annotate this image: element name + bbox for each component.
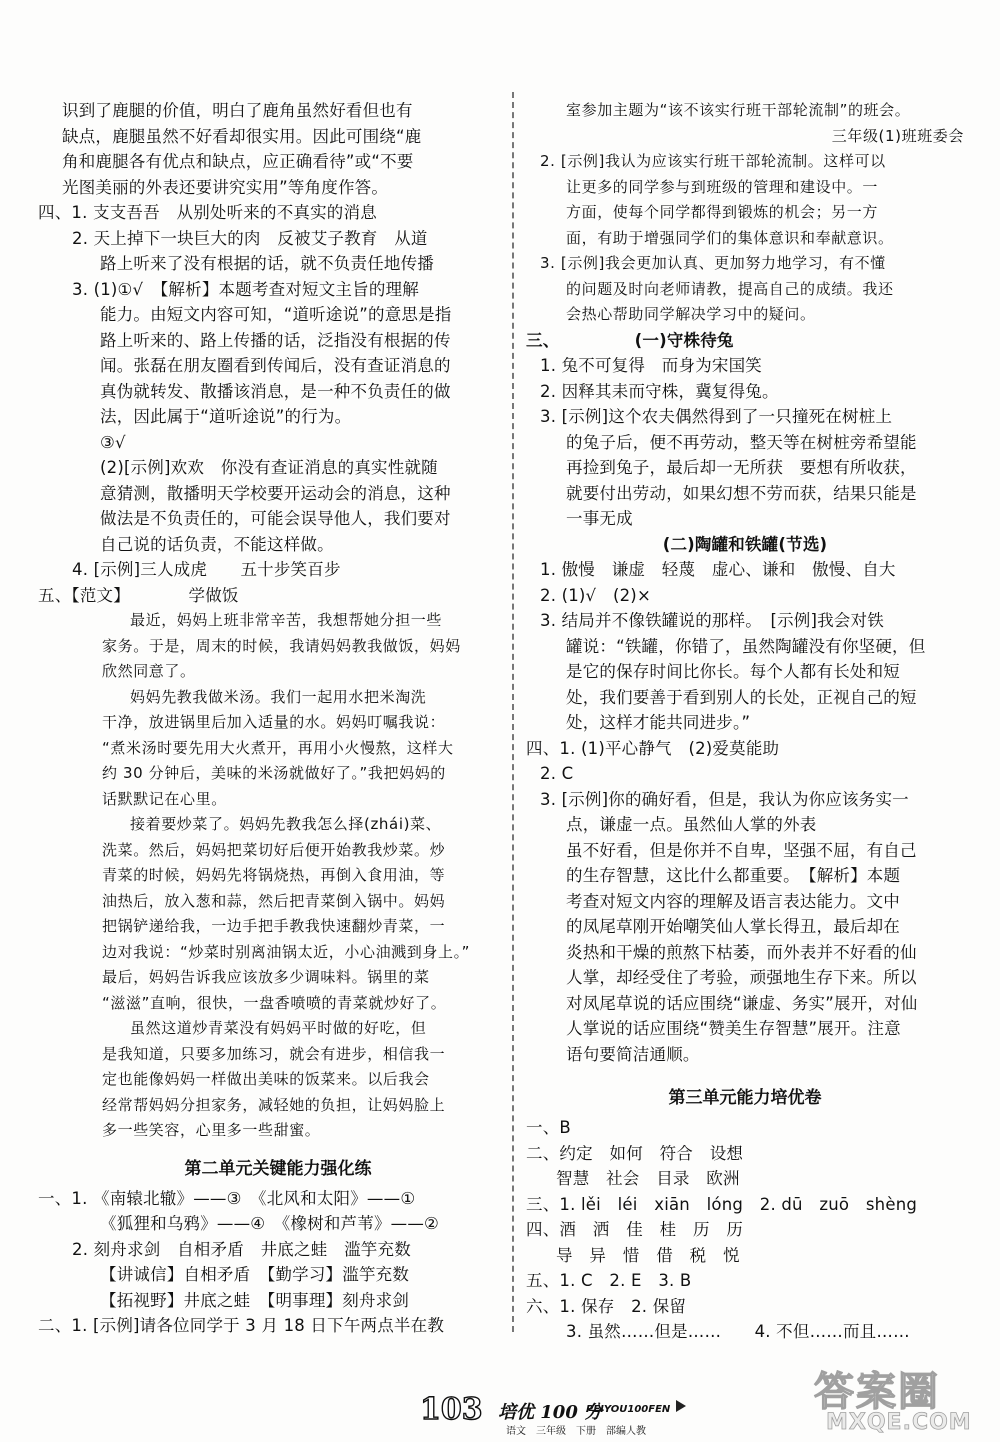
watermark-url: MXQE.COM — [826, 1410, 972, 1435]
text-line: (2)[示例]欢欢 你没有查证消息的真实性就随 — [100, 458, 438, 477]
text-line: 方面，使每个同学都得到锻炼的机会；另一方 — [566, 203, 879, 221]
essay-line: 欣然同意了。 — [102, 662, 196, 680]
text-line: 考查对短文内容的理解及语言表达能力。文中 — [566, 891, 900, 911]
text-line: 罐说：“铁罐，你错了，虽然陶罐没有你坚硬，但 — [566, 636, 926, 656]
text-line: 智慧 社会 目录 欧洲 — [556, 1169, 740, 1188]
arrow-icon — [676, 1400, 686, 1412]
essay-line: 多一些笑容，心里多一些甜蜜。 — [102, 1121, 321, 1139]
text-line: 语句要简洁通顺。 — [566, 1044, 700, 1064]
essay-line: “滋滋”直响，很快，一盘香喷喷的青菜就炒好了。 — [102, 993, 447, 1012]
text-line: 2. [示例]我认为应该实行班干部轮流制。这样可以 — [540, 152, 886, 170]
text-line: 光图美丽的外表还要讲究实用”等角度作答。 — [62, 177, 389, 197]
watermark — [806, 1360, 976, 1438]
unit3-title: 第三单元能力培优卷 — [668, 1088, 822, 1108]
essay-line: 洗菜。然后，妈妈把菜切好后便开始教我炒菜。炒 — [102, 840, 446, 859]
text-line: 路上听来了没有根据的话，就不负责任地传播 — [100, 254, 434, 273]
text-line: 【讲诚信】自相矛盾 【勤学习】滥竽充数 — [100, 1265, 410, 1284]
watermark-logo: 答案圈 — [814, 1369, 940, 1415]
section-line: 三、 (一)守株待兔 — [526, 330, 734, 350]
section-line: 四、1. (1)平心静气 (2)爱莫能助 — [526, 738, 780, 758]
text-line: 3. 虽然……但是…… 4. 不但……而且…… — [566, 1322, 910, 1341]
essay-line: 最近，妈妈上班非常辛苦，我想帮她分担一些 — [130, 611, 443, 629]
section-line: 三、1. lěi léi xiān lóng 2. dū zuō shèng — [526, 1194, 918, 1214]
text-line: 虽不好看，但是你并不自卑，坚强不屈，有自己 — [566, 840, 917, 860]
text-line: 3. [示例]我会更加认真、更加努力地学习，有不懂 — [540, 254, 886, 272]
essay-line: 接着要炒菜了。妈妈先教我怎么择(zhái)菜、 — [130, 815, 442, 833]
text-line: 3. 结局并不像铁罐说的那样。 [示例]我会对铁 — [540, 611, 884, 630]
text-line: 路上听来的、路上传播的话，泛指没有根据的传 — [100, 330, 451, 350]
section-line: 二、1. [示例]请各位同学于 3 月 18 日下午两点半在教 — [38, 1316, 445, 1335]
essay-line: 最后，妈妈告诉我应该放多少调味料。锅里的菜 — [102, 968, 430, 986]
essay-line: 边对我说：“炒菜时别离油锅太近，小心油溅到身上。” — [102, 942, 471, 961]
section-line: 四、酒 洒 佳 桂 历 历 — [526, 1220, 744, 1239]
text-line: 处，我们要善于看到别人的长处，正视自己的短 — [566, 687, 917, 707]
text-line: 就要付出劳动，如果幻想不劳而获，结果只能是 — [566, 483, 917, 503]
text-line: 的凤尾草刚开始嘲笑仙人掌长得丑，最后却在 — [566, 917, 900, 936]
text-line: 闻。张磊在朋友圈看到传闻后，没有查证消息的 — [100, 356, 451, 375]
essay-line: 经常帮妈妈分担家务，减轻她的负担，让妈妈脸上 — [102, 1095, 446, 1114]
page-footer — [420, 1392, 840, 1437]
text-line: 【拓视野】井底之蛙 【明事理】刻舟求剑 — [100, 1290, 410, 1310]
text-line: 导 异 惜 借 税 悦 — [556, 1245, 740, 1265]
text-line: 2. 天上掉下一块巨大的肉 反被艾子教育 从道 — [72, 228, 428, 248]
text-line: 让更多的同学参与到班级的管理和建设中。一 — [566, 177, 879, 196]
text-line: 自己说的话负责，不能这样做。 — [100, 534, 334, 554]
section-line: 六、1. 保存 2. 保留 — [526, 1296, 687, 1316]
text-line: 的生存智慧，这比什么都重要。 【解析】本题 — [566, 866, 901, 885]
text-line: 角和鹿腿各有优点和缺点，应正确看待”或“不要 — [62, 152, 414, 171]
text-line: 再捡到兔子，最后却一无所获 要想有所收获， — [566, 458, 917, 477]
text-line: 是它的保存时间比你长。每个人都有长处和短 — [566, 662, 900, 681]
text-line: 对凤尾草说的话应围绕“谦虚、务实”展开，对仙 — [566, 993, 918, 1013]
essay-line: 干净，放进锅里后加入适量的水。妈妈叮嘱我说： — [102, 713, 446, 731]
section-line: 五、1. C 2. E 3. B — [526, 1271, 692, 1290]
text-line: 3. [示例]你的确好看，但是，我认为你应该务实一 — [540, 789, 909, 809]
essay-line: 约 30 分钟后，美味的米汤就做好了。”我把妈妈的 — [102, 764, 446, 782]
text-line: 3. [示例]这个农夫偶然得到了一只撞死在树桩上 — [540, 407, 893, 426]
text-line: 一事无成 — [566, 509, 633, 528]
essay-line: 定也能像妈妈一样做出美味的饭菜来。以后我会 — [102, 1070, 430, 1088]
book-info: 语文 三年级 下册 部编人教 — [506, 1426, 646, 1437]
essay-line: 是我知道，只要多加练习，就会有进步，相信我一 — [102, 1044, 446, 1063]
text-line: 点，谦虚一点。虽然仙人掌的外表 — [566, 815, 817, 834]
text-line: 的问题及时向老师请教，提高自己的成绩。我还 — [566, 279, 894, 298]
text-line: 炎热和干燥的煎熬下枯萎，而外表并不好看的仙 — [566, 942, 917, 962]
text-line: 室参加主题为“该不该实行班干部轮流制”的班会。 — [566, 101, 911, 119]
section-line: 一、1. 《南辕北辙》——③ 《北风和太阳》——① — [38, 1188, 416, 1208]
brand-logo: 培优 100 分 — [498, 1402, 603, 1423]
text-line: 1. 兔不可复得 而身为宋国笑 — [540, 356, 762, 375]
text-line: 能力。由短文内容可知，“道听途说”的意思是指 — [100, 305, 452, 324]
essay-line: 青菜的时候，妈妈先将锅烧热，再倒入食用油，等 — [102, 866, 446, 884]
subsection-title: (二)陶罐和铁罐(节选) — [662, 534, 828, 554]
text-line: 的兔子后，便不再劳动，整天等在树桩旁希望能 — [566, 432, 917, 452]
essay-line: 把锅铲递给我，一边手把手教我快速翻炒青菜，一 — [102, 917, 446, 935]
text-line: 缺点，鹿腿虽然不好看却很实用。因此可围绕“鹿 — [62, 126, 422, 146]
essay-line: 油热后，放入葱和蒜，然后把青菜倒入锅中。妈妈 — [102, 891, 446, 910]
text-line: 意猜测，散播明天学校要开运动会的消息，这种 — [100, 483, 451, 503]
essay-line: 家务。于是，周末的时候，我请妈妈教我做饭，妈妈 — [102, 636, 461, 655]
text-line: 会热心帮助同学解决学习中的疑问。 — [566, 305, 816, 323]
column-divider — [512, 92, 514, 1332]
text-line: 4. [示例]三人成虎 五十步笑百步 — [72, 560, 341, 579]
page-number: 103 — [420, 1392, 483, 1427]
section-line: 四、1. 支支吾吾 从别处听来的不真实的消息 — [38, 203, 377, 222]
text-line: 面，有助于增强同学们的集体意识和奉献意识。 — [566, 228, 894, 247]
text-line: 真伪就转发、散播该消息，是一种不负责任的做 — [100, 381, 451, 401]
text-line: 3. (1)①√ 【解析】本题考查对短文主旨的理解 — [72, 279, 419, 299]
unit2-title: 第二单元关键能力强化练 — [184, 1158, 372, 1179]
section-line: 一、B — [526, 1118, 571, 1137]
section-line: 五、【范文】 学做饭 — [38, 585, 239, 605]
essay-line: 话默默记在心里。 — [102, 789, 227, 808]
essay-line: 虽然这道炒青菜没有妈妈平时做的好吃，但 — [130, 1019, 427, 1037]
left-column — [38, 98, 494, 1339]
text-line: ③√ — [100, 432, 126, 452]
text-line: 2. 刻舟求剑 自相矛盾 井底之蛙 滥竽充数 — [72, 1239, 411, 1259]
signature-line: 三年级(1)班班委会 — [831, 126, 964, 145]
text-line: 处，这样才能共同进步。” — [566, 713, 751, 732]
section-line: 二、约定 如何 符合 设想 — [526, 1143, 744, 1163]
essay-line: 妈妈先教我做米汤。我们一起用水把米淘洗 — [130, 687, 427, 706]
brand-logo-en: PEIYOU100FEN — [586, 1404, 671, 1415]
text-line: 人掌说的话应围绕“赞美生存智慧”展开。注意 — [566, 1019, 901, 1038]
text-line: 1. 傲慢 谦虚 轻蔑 虚心、谦和 傲慢、自大 — [540, 560, 896, 579]
text-line: 识到了鹿腿的价值，明白了鹿角虽然好看但也有 — [62, 101, 413, 120]
text-line: 人掌，却经受住了考验，顽强地生存下来。所以 — [566, 968, 917, 987]
text-line: 2. 因释其耒而守株，冀复得兔。 — [540, 381, 779, 401]
text-line: 做法是不负责任的，可能会误导他人，我们要对 — [100, 509, 451, 528]
text-line: 法，因此属于“道听途说”的行为。 — [100, 407, 352, 426]
text-line: 2. (1)√ (2)× — [540, 585, 651, 605]
text-line: 2. C — [540, 764, 574, 783]
right-column — [526, 98, 964, 1345]
essay-line: “煮米汤时要先用大火煮开，再用小火慢熬，这样大 — [102, 738, 454, 757]
text-line: 《狐狸和乌鸦》——④ 《橡树和芦苇》——② — [100, 1214, 440, 1233]
